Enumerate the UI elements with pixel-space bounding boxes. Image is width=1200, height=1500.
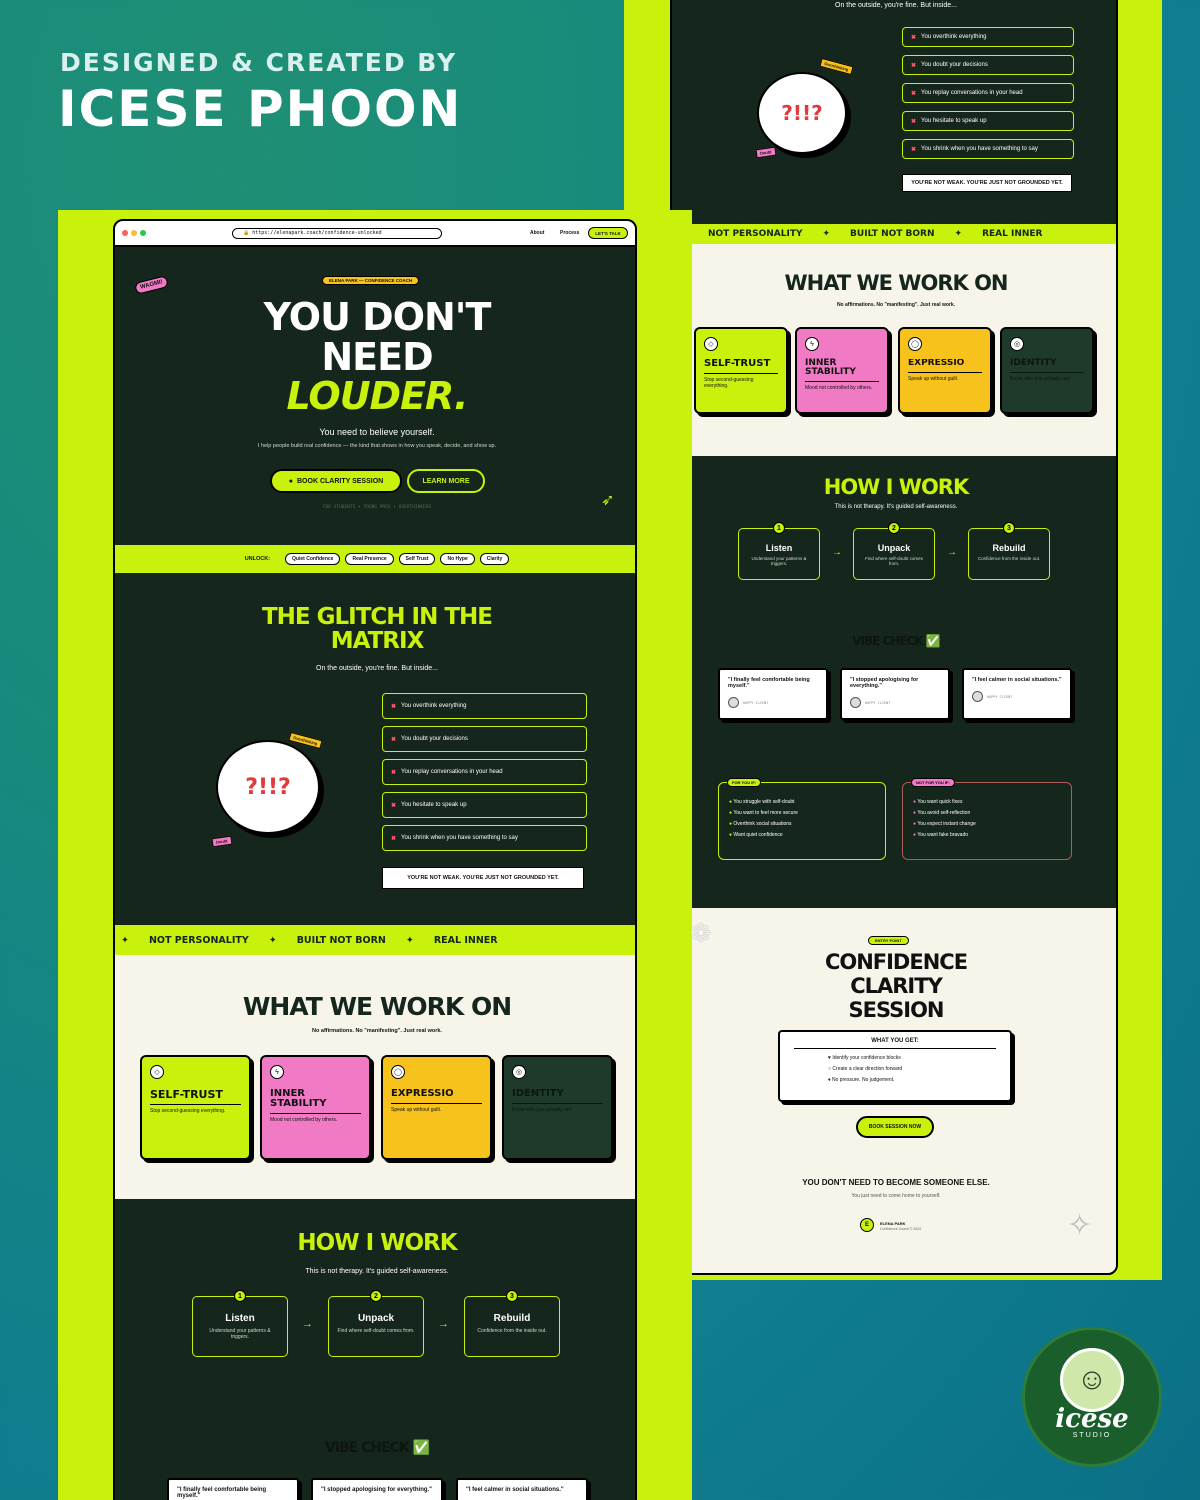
x-icon: ● xyxy=(913,799,918,805)
marquee-item: REAL INNER xyxy=(982,229,1043,239)
unlock-pill[interactable]: Real Presence xyxy=(345,553,393,565)
card-desc: Speak up without guilt. xyxy=(908,372,982,382)
issue-item xyxy=(902,55,1074,75)
not-for-you-box xyxy=(902,782,1072,860)
step-listen xyxy=(192,1292,288,1357)
step-title: Listen xyxy=(765,543,793,553)
work-section xyxy=(115,955,637,1199)
for-you-box xyxy=(718,782,886,860)
quote-card xyxy=(962,668,1072,720)
fit-item: You avoid self-reflection xyxy=(917,810,971,816)
session-title-1: CONFIDENCE xyxy=(824,950,968,974)
logo-name: icese xyxy=(1055,1403,1129,1434)
get-text: Create a clear direction forward xyxy=(832,1066,903,1072)
issue-text: You shrink when you have something to say xyxy=(401,835,518,841)
card-desc: Know who you actually are. xyxy=(512,1103,603,1113)
compass-icon: ○ xyxy=(828,1066,833,1072)
step-number: 2 xyxy=(888,522,900,534)
footer-line: YOU DON'T NEED TO BECOME SOMEONE ELSE. xyxy=(802,1178,990,1187)
card-title: SELF-TRUST xyxy=(150,1088,223,1101)
unlock-label: UNLOCK: xyxy=(244,556,271,562)
fit-item: Overthink social situations xyxy=(733,821,792,827)
glitch-bubble: ?!!? xyxy=(216,740,320,834)
get-text: No pressure. No judgement. xyxy=(831,1077,895,1083)
issue-item xyxy=(382,726,587,752)
issue-text: You overthink everything xyxy=(401,703,467,709)
heart-icon: ♥ xyxy=(828,1055,833,1061)
book-session-button[interactable]: BOOK SESSION NOW xyxy=(856,1116,934,1138)
x-icon: ✖ xyxy=(911,90,917,97)
avatar xyxy=(850,697,861,708)
step-title: Unpack xyxy=(877,543,911,553)
card-title: EXPRESSIO xyxy=(908,359,965,368)
vibe-title: VIBE CHECK ✅ xyxy=(852,634,940,648)
hero xyxy=(115,247,637,545)
step-number: 3 xyxy=(1003,522,1015,534)
star-icon: ✦ xyxy=(121,934,129,946)
issue-text: You hesitate to speak up xyxy=(921,118,987,124)
browser-bar xyxy=(115,221,637,247)
step-number: 1 xyxy=(773,522,785,534)
issue-text: You hesitate to speak up xyxy=(401,802,467,808)
minimize-dot[interactable] xyxy=(131,230,137,236)
issue-item xyxy=(382,825,587,851)
lock-icon: 🔒 xyxy=(243,230,253,236)
issue-item xyxy=(902,83,1074,103)
book-clarity-label: BOOK CLARITY SESSION xyxy=(297,477,384,485)
nav-about[interactable]: About xyxy=(530,230,545,236)
glitch-title-2: MATRIX xyxy=(330,628,424,654)
how-title: HOW I WORK xyxy=(297,1230,457,1256)
card-inner-stability[interactable] xyxy=(795,327,889,414)
work-title: WHAT WE WORK ON xyxy=(784,271,1008,295)
step-title: Rebuild xyxy=(493,1313,531,1324)
step-number: 2 xyxy=(370,1290,382,1302)
fingerprint-icon: ◎ xyxy=(1010,337,1024,351)
quote-card xyxy=(718,668,828,720)
check-icon: ● xyxy=(729,832,734,838)
x-icon: ✖ xyxy=(391,736,397,743)
overthinking-tag: Overthinking xyxy=(819,58,853,75)
hero-audience: FOR STUDENTS • YOUNG PROS • OVERTHINKERS xyxy=(322,505,432,510)
rocket-icon: ➶ xyxy=(601,492,615,509)
step-number: 3 xyxy=(506,1290,518,1302)
avatar xyxy=(728,697,739,708)
x-icon: ✖ xyxy=(911,118,917,125)
step-title: Rebuild xyxy=(992,543,1026,553)
issue-item xyxy=(382,759,587,785)
unlock-pill[interactable]: Self Trust xyxy=(399,553,436,565)
card-identity[interactable] xyxy=(1000,327,1094,414)
step-desc: Confidence from the inside out. xyxy=(977,556,1041,561)
unlock-pill[interactable]: No Hype xyxy=(440,553,474,565)
step-unpack xyxy=(328,1292,424,1357)
marquee-item: BUILT NOT BORN xyxy=(850,229,935,239)
fingerprint-icon: ◎ xyxy=(512,1065,526,1079)
arrow-icon: → xyxy=(302,1318,313,1330)
star-icon: ✦ xyxy=(405,934,414,946)
fit-item: You want quick fixes xyxy=(917,799,963,805)
sparkle-icon: ✧ xyxy=(1067,1209,1093,1242)
work-sub: No affirmations. No "manifesting". Just real work. xyxy=(836,302,956,308)
hero-sub: You need to believe yourself. xyxy=(319,427,435,437)
footer-avatar: E xyxy=(860,1218,874,1232)
what-you-get-box xyxy=(778,1030,1012,1102)
card-desc: Stop second-guessing everything. xyxy=(150,1104,241,1114)
hero-line-2: NEED xyxy=(321,335,433,379)
fit-item: You expect instant change xyxy=(917,821,976,827)
card-title: IDENTITY xyxy=(512,1088,564,1099)
not-for-you-label: NOT FOR YOU IF: xyxy=(911,778,955,787)
bolt-icon: ϟ xyxy=(805,337,819,351)
unlock-pill[interactable]: Clarity xyxy=(480,553,510,565)
card-desc: Speak up without guilt. xyxy=(391,1103,482,1113)
step-listen xyxy=(738,524,820,580)
client-label: HAPPY CLIENT xyxy=(743,700,769,705)
x-icon: ✖ xyxy=(911,146,917,153)
x-icon: ● xyxy=(913,810,918,816)
leaf-icon: ♦ xyxy=(828,1077,832,1083)
shield-icon: ◇ xyxy=(150,1065,164,1079)
work-sub: No affirmations. No "manifesting". Just real work. xyxy=(312,1028,442,1034)
overthinking-tag: Overthinking xyxy=(288,732,322,749)
quote-card xyxy=(311,1478,443,1500)
brain-icon: ❁ xyxy=(690,918,712,948)
marquee-item: BUILT NOT BORN xyxy=(296,934,386,946)
bolt-icon: ϟ xyxy=(270,1065,284,1079)
issue-item xyxy=(382,693,587,719)
issue-text: You shrink when you have something to say xyxy=(921,146,1038,152)
glitch-bubble: ?!!? xyxy=(757,72,847,154)
x-icon: ✖ xyxy=(911,62,917,69)
how-title: HOW I WORK xyxy=(823,475,969,499)
credit-line-2: ICESE PHOON xyxy=(58,80,463,138)
nav-process[interactable]: Process xyxy=(560,230,580,236)
get-item xyxy=(828,1055,996,1061)
quote-text: "I stopped apologising for everything." xyxy=(321,1487,433,1493)
hero-line-1: YOU DON'T xyxy=(263,295,491,339)
work-title: WHAT WE WORK ON xyxy=(242,992,512,1021)
left-screen xyxy=(113,219,637,1500)
lets-talk-button[interactable]: LET'S TALK xyxy=(588,227,628,239)
chat-icon: ◯ xyxy=(908,337,922,351)
card-desc: Mood not controlled by others. xyxy=(805,381,879,391)
get-item xyxy=(828,1066,996,1072)
get-item xyxy=(828,1077,996,1083)
glitch-sub: On the outside, you're fine. But inside... xyxy=(835,2,957,9)
credit-line-1: DESIGNED & CREATED BY xyxy=(60,48,458,77)
issue-item xyxy=(902,111,1074,131)
card-self-trust[interactable] xyxy=(140,1055,251,1160)
glitch-note: YOU'RE NOT WEAK. YOU'RE JUST NOT GROUNDED YET. xyxy=(902,174,1072,192)
card-self-trust[interactable] xyxy=(694,327,788,414)
how-sub: This is not therapy. It's guided self-awareness. xyxy=(305,1268,449,1275)
face-icon: ☺ xyxy=(1060,1348,1124,1412)
for-you-label: FOR YOU IF: xyxy=(727,778,761,787)
arrow-icon: → xyxy=(832,547,842,558)
fit-item: You struggle with self-doubt xyxy=(733,799,795,805)
glitch-sub: On the outside, you're fine. But inside... xyxy=(316,665,438,672)
footer-name: ELENA PARK xyxy=(880,1221,906,1226)
quote-text: "I finally feel comfortable being myself." xyxy=(728,677,810,689)
quote-text: "I finally feel comfortable being myself." xyxy=(177,1487,267,1499)
client-label: HAPPY CLIENT xyxy=(865,700,891,705)
x-icon: ● xyxy=(913,832,918,838)
step-desc: Confidence from the inside out. xyxy=(477,1328,547,1334)
glitch-title-1: THE GLITCH IN THE xyxy=(261,604,493,630)
marquee xyxy=(672,224,1116,244)
issue-item xyxy=(902,139,1074,159)
box-title: WHAT YOU GET: xyxy=(794,1038,996,1049)
learn-more-button[interactable]: LEARN MORE xyxy=(407,469,485,493)
quote-card xyxy=(167,1478,299,1500)
step-desc: Understand your patterns & triggers. xyxy=(751,556,807,566)
issue-text: You doubt your decisions xyxy=(921,62,988,68)
quote-text: "I feel calmer in social situations." xyxy=(466,1487,564,1493)
vibe-title: VIBE CHECK ✅ xyxy=(324,1440,430,1456)
step-unpack xyxy=(853,524,935,580)
card-title: EXPRESSIO xyxy=(391,1089,454,1099)
card-inner-stability[interactable] xyxy=(260,1055,371,1160)
footer-meta: Confidence Coach © 2024 xyxy=(880,1227,922,1231)
issue-text: You replay conversations in your head xyxy=(921,90,1023,96)
card-title: SELF-TRUST xyxy=(704,358,771,369)
close-dot[interactable] xyxy=(122,230,128,236)
issue-item xyxy=(382,792,587,818)
marquee xyxy=(115,925,635,955)
right-screen xyxy=(670,0,1118,1275)
x-icon: ● xyxy=(913,821,918,827)
x-icon: ✖ xyxy=(391,802,397,809)
arrow-icon: → xyxy=(947,547,957,558)
step-number: 1 xyxy=(234,1290,246,1302)
card-title: INNER STABILITY xyxy=(805,358,856,377)
step-desc: Understand your patterns & triggers. xyxy=(209,1328,271,1340)
marquee-item: NOT PERSONALITY xyxy=(708,229,803,239)
card-desc: Stop second-guessing everything. xyxy=(704,373,778,389)
marquee-item: REAL INNER xyxy=(433,934,498,946)
issue-item xyxy=(902,27,1074,47)
wagmi-sticker: WAGMI! xyxy=(134,275,169,295)
card-desc: Mood not controlled by others. xyxy=(270,1113,361,1123)
check-icon: ● xyxy=(729,799,734,805)
maximize-dot[interactable] xyxy=(140,230,146,236)
step-rebuild xyxy=(968,524,1050,580)
quote-text: "I feel calmer in social situations." xyxy=(972,677,1062,683)
x-icon: ✖ xyxy=(391,769,397,776)
card-desc: Know who you actually are. xyxy=(1010,372,1084,382)
card-title: IDENTITY xyxy=(1010,358,1057,368)
how-sub: This is not therapy. It's guided self-awareness. xyxy=(834,504,958,510)
step-title: Unpack xyxy=(357,1313,395,1324)
issue-text: You overthink everything xyxy=(921,34,987,40)
step-desc: Find where self-doubt comes from. xyxy=(337,1328,415,1334)
client-label: HAPPY CLIENT xyxy=(987,694,1013,699)
step-desc: Find where self-doubt comes from. xyxy=(865,556,923,566)
issue-text: You replay conversations in your head xyxy=(401,769,503,775)
dot-icon: ● xyxy=(288,477,293,485)
check-icon: ● xyxy=(729,810,734,816)
footer-sub: You just need to come home to yourself. xyxy=(851,1193,941,1199)
x-icon: ✖ xyxy=(391,703,397,710)
shield-icon: ◇ xyxy=(704,337,718,351)
marquee-item: NOT PERSONALITY xyxy=(148,934,249,946)
star-icon: ✦ xyxy=(268,934,277,946)
fit-item: You want fake bravado xyxy=(917,832,969,838)
star-icon: ✦ xyxy=(954,229,963,239)
session-title-3: SESSION xyxy=(848,998,944,1023)
chat-icon: ◯ xyxy=(391,1065,405,1079)
doubt-tag: Doubt xyxy=(755,147,776,159)
unlock-pill[interactable]: Quiet Confidence xyxy=(285,553,340,565)
entry-badge: ENTRY POINT xyxy=(868,936,909,945)
logo-studio: STUDIO xyxy=(1072,1431,1112,1439)
card-expression[interactable] xyxy=(381,1055,492,1160)
hero-badge: ELENA PARK — CONFIDENCE COACH xyxy=(322,276,419,285)
star-icon: ✦ xyxy=(822,229,831,239)
x-icon: ✖ xyxy=(391,835,397,842)
fit-item: You want to feel more secure xyxy=(733,810,798,816)
studio-logo xyxy=(1022,1327,1162,1467)
issue-text: You doubt your decisions xyxy=(401,736,468,742)
step-title: Listen xyxy=(225,1313,255,1324)
avatar xyxy=(972,691,983,702)
quote-card xyxy=(840,668,950,720)
card-expression[interactable] xyxy=(898,327,992,414)
card-identity[interactable] xyxy=(502,1055,613,1160)
card-title: INNER STABILITY xyxy=(270,1088,327,1109)
get-text: Identify your confidence blocks xyxy=(832,1055,901,1061)
hero-line-3: LOUDER. xyxy=(286,374,468,418)
url-bar[interactable] xyxy=(232,228,442,239)
how-section xyxy=(115,1199,637,1500)
glitch-note: YOU'RE NOT WEAK. YOU'RE JUST NOT GROUNDED YET. xyxy=(382,867,584,889)
step-rebuild xyxy=(464,1292,560,1357)
doubt-tag: Doubt xyxy=(211,836,232,848)
arrow-icon: → xyxy=(438,1318,449,1330)
quote-card xyxy=(456,1478,588,1500)
session-title-2: CLARITY xyxy=(850,974,942,999)
x-icon: ✖ xyxy=(911,34,917,41)
quote-text: "I stopped apologising for everything." xyxy=(850,677,919,689)
glitch-section xyxy=(115,573,637,925)
book-clarity-button[interactable] xyxy=(270,469,402,493)
fit-item: Want quiet confidence xyxy=(733,832,783,838)
hero-desc: I help people build real confidence — the kind that shows in how you speak, decide, and show up. xyxy=(257,443,497,449)
check-icon: ● xyxy=(729,821,734,827)
unlock-bar xyxy=(115,545,637,573)
url-text: https://elenapark.coach/confidence-unlocked xyxy=(252,230,382,236)
